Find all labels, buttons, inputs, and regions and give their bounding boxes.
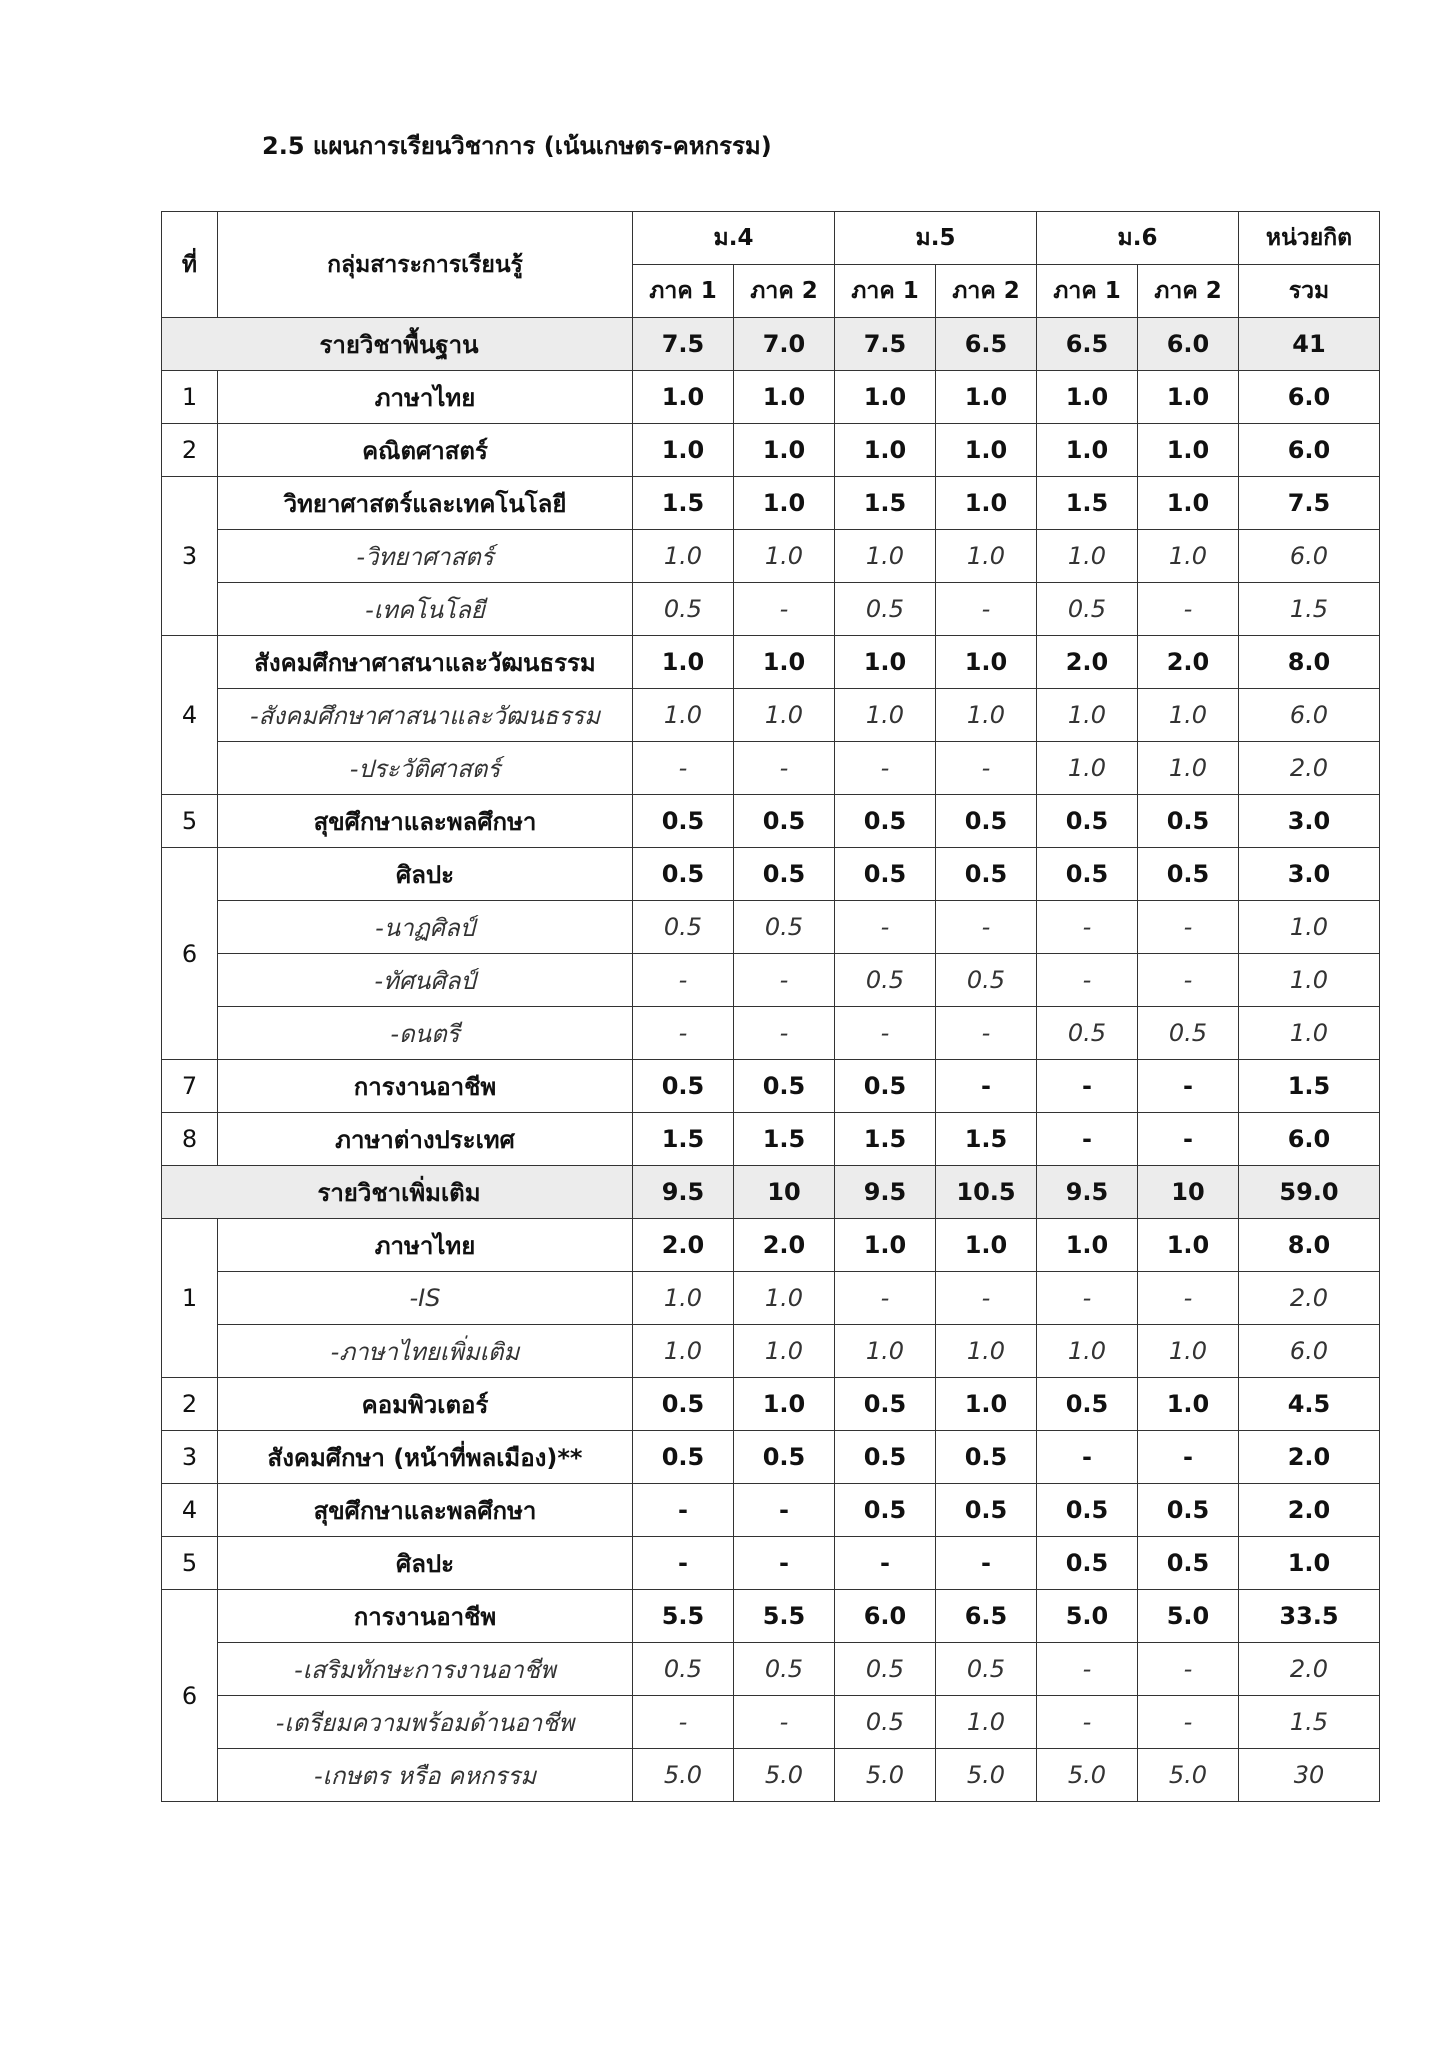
study-plan-table	[161, 211, 1380, 1802]
credit-cell: 6.5	[936, 1590, 1037, 1643]
credit-cell: 1.0	[734, 1272, 835, 1325]
table-row	[162, 1113, 1380, 1166]
item-number: 6	[162, 848, 218, 1060]
subject-name: สุขศึกษาและพลศึกษา	[218, 795, 633, 848]
credit-cell: 0.5	[1037, 1378, 1138, 1431]
credit-cell: -	[734, 742, 835, 795]
credit-cell: 0.5	[936, 954, 1037, 1007]
credit-cell: 0.5	[633, 583, 734, 636]
credit-cell: 1.5	[936, 1113, 1037, 1166]
section-name: รายวิชาพื้นฐาน	[162, 318, 633, 371]
item-number: 4	[162, 1484, 218, 1537]
credit-cell: -	[734, 1484, 835, 1537]
header-m6-term1: ภาค 1	[1037, 265, 1138, 318]
credit-cell: -	[936, 901, 1037, 954]
credit-cell: 1.0	[1037, 689, 1138, 742]
credit-cell: 5.0	[734, 1749, 835, 1802]
credit-cell: 6.0	[1239, 689, 1380, 742]
credit-cell: -	[936, 1060, 1037, 1113]
credit-cell: 0.5	[633, 1431, 734, 1484]
credit-cell: 1.0	[936, 636, 1037, 689]
credit-cell: 1.5	[835, 1113, 936, 1166]
credit-cell: 0.5	[1138, 848, 1239, 901]
credit-cell: 1.0	[1138, 477, 1239, 530]
credit-cell: 0.5	[936, 848, 1037, 901]
credit-cell: 8.0	[1239, 1219, 1380, 1272]
credit-cell: 1.0	[1037, 371, 1138, 424]
credit-cell: 5.0	[835, 1749, 936, 1802]
credit-cell: 0.5	[633, 795, 734, 848]
credit-cell: -	[1037, 1113, 1138, 1166]
credit-cell: 3.0	[1239, 848, 1380, 901]
credit-cell: 1.0	[835, 530, 936, 583]
sub-subject-name: -เตรียมความพร้อมด้านอาชีพ	[218, 1696, 633, 1749]
credit-cell: 59.0	[1239, 1166, 1380, 1219]
credit-cell: 1.0	[835, 1325, 936, 1378]
credit-cell: 1.0	[633, 371, 734, 424]
sub-subject-name: -นาฏศิลป์	[218, 901, 633, 954]
sub-row	[162, 1749, 1380, 1802]
credit-cell: 0.5	[633, 1378, 734, 1431]
item-number: 4	[162, 636, 218, 795]
credit-cell: 1.0	[1138, 530, 1239, 583]
table-row	[162, 371, 1380, 424]
subject-name: ภาษาไทย	[218, 1219, 633, 1272]
sub-subject-name: -เสริมทักษะการงานอาชีพ	[218, 1643, 633, 1696]
credit-cell: 1.0	[936, 1325, 1037, 1378]
credit-cell: -	[633, 1696, 734, 1749]
credit-cell: -	[835, 901, 936, 954]
table-row	[162, 424, 1380, 477]
credit-cell: 1.0	[633, 1272, 734, 1325]
credit-cell: -	[936, 742, 1037, 795]
credit-cell: 1.0	[633, 689, 734, 742]
credit-cell: -	[936, 1537, 1037, 1590]
credit-cell: 1.5	[633, 1113, 734, 1166]
sub-row	[162, 1696, 1380, 1749]
sub-row	[162, 1007, 1380, 1060]
table-row	[162, 1219, 1380, 1272]
credit-cell: 0.5	[1037, 583, 1138, 636]
credit-cell: 1.5	[734, 1113, 835, 1166]
table-row	[162, 1378, 1380, 1431]
credit-cell: 0.5	[633, 1060, 734, 1113]
credit-cell: 33.5	[1239, 1590, 1380, 1643]
table-row	[162, 848, 1380, 901]
credit-cell: 1.0	[1239, 1007, 1380, 1060]
item-number: 2	[162, 1378, 218, 1431]
credit-cell: -	[734, 1537, 835, 1590]
sub-row	[162, 530, 1380, 583]
credit-cell: 5.0	[936, 1749, 1037, 1802]
credit-cell: -	[1037, 1272, 1138, 1325]
credit-cell: -	[1138, 583, 1239, 636]
credit-cell: 1.0	[633, 636, 734, 689]
credit-cell: 1.0	[936, 1696, 1037, 1749]
sub-subject-name: -สังคมศึกษาศาสนาและวัฒนธรรม	[218, 689, 633, 742]
credit-cell: 0.5	[1138, 1007, 1239, 1060]
subject-name: ศิลปะ	[218, 848, 633, 901]
credit-cell: 1.0	[936, 1378, 1037, 1431]
credit-cell: 1.0	[1037, 1325, 1138, 1378]
credit-cell: 0.5	[835, 848, 936, 901]
credit-cell: 2.0	[1239, 1431, 1380, 1484]
credit-cell: 1.0	[1138, 742, 1239, 795]
credit-cell: -	[734, 1696, 835, 1749]
section-row	[162, 1166, 1380, 1219]
credit-cell: 1.0	[835, 371, 936, 424]
credit-cell: -	[1138, 954, 1239, 1007]
credit-cell: 1.0	[835, 424, 936, 477]
sub-subject-name: -เทคโนโลยี	[218, 583, 633, 636]
credit-cell: 2.0	[1239, 742, 1380, 795]
credit-cell: 0.5	[835, 795, 936, 848]
table-row	[162, 1060, 1380, 1113]
credit-cell: 30	[1239, 1749, 1380, 1802]
credit-cell: 0.5	[734, 848, 835, 901]
credit-cell: 1.5	[1239, 583, 1380, 636]
credit-cell: 8.0	[1239, 636, 1380, 689]
credit-cell: 1.0	[1138, 424, 1239, 477]
credit-cell: 1.0	[1138, 1378, 1239, 1431]
sub-subject-name: -IS	[218, 1272, 633, 1325]
header-m4: ม.4	[633, 212, 835, 265]
credit-cell: 9.5	[633, 1166, 734, 1219]
credit-cell: 1.0	[835, 1219, 936, 1272]
credit-cell: 1.0	[1138, 1219, 1239, 1272]
sub-subject-name: -ดนตรี	[218, 1007, 633, 1060]
credit-cell: 0.5	[1037, 1537, 1138, 1590]
credit-cell: -	[1037, 901, 1138, 954]
credit-cell: -	[835, 1007, 936, 1060]
credit-cell: 0.5	[1138, 1537, 1239, 1590]
credit-cell: 0.5	[936, 1484, 1037, 1537]
sub-row	[162, 742, 1380, 795]
credit-cell: 0.5	[1138, 795, 1239, 848]
subject-name: วิทยาศาสตร์และเทคโนโลยี	[218, 477, 633, 530]
credit-cell: 7.5	[633, 318, 734, 371]
credit-cell: 6.0	[835, 1590, 936, 1643]
credit-cell: 0.5	[633, 901, 734, 954]
credit-cell: 41	[1239, 318, 1380, 371]
credit-cell: 0.5	[936, 1431, 1037, 1484]
credit-cell: 1.0	[936, 689, 1037, 742]
credit-cell: 4.5	[1239, 1378, 1380, 1431]
credit-cell: -	[734, 954, 835, 1007]
credit-cell: 6.0	[1138, 318, 1239, 371]
sub-row	[162, 901, 1380, 954]
table-row	[162, 477, 1380, 530]
credit-cell: 1.0	[734, 424, 835, 477]
table-row	[162, 795, 1380, 848]
credit-cell: 0.5	[734, 795, 835, 848]
credit-cell: 1.0	[633, 1325, 734, 1378]
credit-cell: -	[1138, 1431, 1239, 1484]
credit-cell: 5.0	[1138, 1749, 1239, 1802]
credit-cell: 1.0	[1138, 689, 1239, 742]
credit-cell: 6.0	[1239, 1113, 1380, 1166]
credit-cell: 1.0	[936, 477, 1037, 530]
sub-row	[162, 583, 1380, 636]
credit-cell: -	[633, 954, 734, 1007]
subject-name: คอมพิวเตอร์	[218, 1378, 633, 1431]
header-no: ที่	[162, 212, 218, 318]
credit-cell: 6.0	[1239, 424, 1380, 477]
credit-cell: 9.5	[1037, 1166, 1138, 1219]
credit-cell: 7.5	[835, 318, 936, 371]
sub-subject-name: -ทัศนศิลป์	[218, 954, 633, 1007]
credit-cell: 0.5	[835, 1431, 936, 1484]
credit-cell: -	[1037, 1643, 1138, 1696]
credit-cell: 0.5	[633, 1643, 734, 1696]
credit-cell: 1.0	[1037, 424, 1138, 477]
credit-cell: 5.0	[633, 1749, 734, 1802]
item-number: 8	[162, 1113, 218, 1166]
item-number: 1	[162, 1219, 218, 1378]
sub-row	[162, 1643, 1380, 1696]
table-row	[162, 1537, 1380, 1590]
sub-subject-name: -ประวัติศาสตร์	[218, 742, 633, 795]
header-total-line2: รวม	[1239, 265, 1380, 318]
credit-cell: 0.5	[936, 795, 1037, 848]
credit-cell: 2.0	[1239, 1643, 1380, 1696]
header-m6: ม.6	[1037, 212, 1239, 265]
credit-cell: 1.0	[633, 424, 734, 477]
credit-cell: 1.0	[1138, 1325, 1239, 1378]
credit-cell: -	[1138, 1272, 1239, 1325]
credit-cell: -	[633, 742, 734, 795]
header-m5-term1: ภาค 1	[835, 265, 936, 318]
credit-cell: 0.5	[1037, 795, 1138, 848]
credit-cell: 0.5	[835, 583, 936, 636]
sub-subject-name: -ภาษาไทยเพิ่มเติม	[218, 1325, 633, 1378]
credit-cell: 3.0	[1239, 795, 1380, 848]
header-m5: ม.5	[835, 212, 1037, 265]
credit-cell: -	[936, 583, 1037, 636]
credit-cell: 1.0	[734, 636, 835, 689]
credit-cell: 1.0	[734, 477, 835, 530]
credit-cell: 5.5	[633, 1590, 734, 1643]
subject-name: สุขศึกษาและพลศึกษา	[218, 1484, 633, 1537]
subject-name: คณิตศาสตร์	[218, 424, 633, 477]
credit-cell: 1.0	[1138, 371, 1239, 424]
item-number: 5	[162, 795, 218, 848]
credit-cell: -	[734, 1007, 835, 1060]
credit-cell: 0.5	[1037, 848, 1138, 901]
sub-subject-name: -วิทยาศาสตร์	[218, 530, 633, 583]
credit-cell: 0.5	[734, 1643, 835, 1696]
credit-cell: -	[1037, 1696, 1138, 1749]
credit-cell: 7.0	[734, 318, 835, 371]
subject-name: ภาษาต่างประเทศ	[218, 1113, 633, 1166]
credit-cell: 2.0	[633, 1219, 734, 1272]
sub-row	[162, 689, 1380, 742]
credit-cell: 6.5	[936, 318, 1037, 371]
credit-cell: 1.0	[936, 1219, 1037, 1272]
credit-cell: 1.0	[1239, 954, 1380, 1007]
credit-cell: 6.0	[1239, 371, 1380, 424]
subject-name: การงานอาชีพ	[218, 1590, 633, 1643]
section-name: รายวิชาเพิ่มเติม	[162, 1166, 633, 1219]
header-subject-group: กลุ่มสาระการเรียนรู้	[218, 212, 633, 318]
subject-name: สังคมศึกษา (หน้าที่พลเมือง)**	[218, 1431, 633, 1484]
table-row	[162, 636, 1380, 689]
credit-cell: 0.5	[734, 901, 835, 954]
item-number: 3	[162, 1431, 218, 1484]
item-number: 1	[162, 371, 218, 424]
credit-cell: 6.0	[1239, 1325, 1380, 1378]
credit-cell: 0.5	[835, 1060, 936, 1113]
credit-cell: 6.0	[1239, 530, 1380, 583]
credit-cell: 0.5	[1037, 1007, 1138, 1060]
credit-cell: 0.5	[835, 1643, 936, 1696]
credit-cell: 2.0	[734, 1219, 835, 1272]
credit-cell: -	[835, 1272, 936, 1325]
table-row	[162, 1484, 1380, 1537]
credit-cell: 1.0	[1037, 1219, 1138, 1272]
credit-cell: 1.5	[1239, 1696, 1380, 1749]
credit-cell: 1.5	[1037, 477, 1138, 530]
credit-cell: -	[1138, 901, 1239, 954]
table-row	[162, 1431, 1380, 1484]
credit-cell: 5.0	[1037, 1749, 1138, 1802]
item-number: 7	[162, 1060, 218, 1113]
credit-cell: 1.0	[734, 371, 835, 424]
credit-cell: -	[1037, 1431, 1138, 1484]
credit-cell: 1.0	[936, 530, 1037, 583]
credit-cell: 0.5	[1138, 1484, 1239, 1537]
credit-cell: 0.5	[936, 1643, 1037, 1696]
credit-cell: 1.0	[936, 424, 1037, 477]
credit-cell: 1.0	[1037, 742, 1138, 795]
credit-cell: 5.0	[1037, 1590, 1138, 1643]
credit-cell: 1.5	[633, 477, 734, 530]
header-m5-term2: ภาค 2	[936, 265, 1037, 318]
credit-cell: 1.0	[734, 689, 835, 742]
credit-cell: 6.5	[1037, 318, 1138, 371]
credit-cell: 7.5	[1239, 477, 1380, 530]
credit-cell: -	[835, 742, 936, 795]
credit-cell: 1.0	[1239, 901, 1380, 954]
credit-cell: 1.0	[734, 1325, 835, 1378]
credit-cell: 5.0	[1138, 1590, 1239, 1643]
credit-cell: -	[1037, 1060, 1138, 1113]
document-title: 2.5 แผนการเรียนวิชาการ (เน้นเกษตร-คหกรรม)	[262, 132, 772, 160]
subject-name: การงานอาชีพ	[218, 1060, 633, 1113]
sub-row	[162, 1325, 1380, 1378]
credit-cell: 5.5	[734, 1590, 835, 1643]
header-m4-term2: ภาค 2	[734, 265, 835, 318]
header-m6-term2: ภาค 2	[1138, 265, 1239, 318]
credit-cell: 1.0	[936, 371, 1037, 424]
subject-name: ภาษาไทย	[218, 371, 633, 424]
credit-cell: 2.0	[1239, 1484, 1380, 1537]
credit-cell: 2.0	[1037, 636, 1138, 689]
sub-row	[162, 954, 1380, 1007]
section-row	[162, 318, 1380, 371]
credit-cell: -	[633, 1484, 734, 1537]
credit-cell: 1.0	[734, 530, 835, 583]
credit-cell: -	[1138, 1696, 1239, 1749]
credit-cell: 1.0	[835, 689, 936, 742]
credit-cell: 1.0	[1037, 530, 1138, 583]
credit-cell: 1.5	[1239, 1060, 1380, 1113]
item-number: 3	[162, 477, 218, 636]
credit-cell: 1.5	[835, 477, 936, 530]
credit-cell: 2.0	[1239, 1272, 1380, 1325]
header-total-credits: หน่วยกิต	[1239, 212, 1380, 265]
credit-cell: 2.0	[1138, 636, 1239, 689]
credit-cell: 1.0	[835, 636, 936, 689]
header-m4-term1: ภาค 1	[633, 265, 734, 318]
item-number: 6	[162, 1590, 218, 1802]
credit-cell: -	[936, 1272, 1037, 1325]
credit-cell: 0.5	[734, 1060, 835, 1113]
credit-cell: 10	[1138, 1166, 1239, 1219]
credit-cell: -	[633, 1537, 734, 1590]
credit-cell: -	[734, 583, 835, 636]
credit-cell: -	[633, 1007, 734, 1060]
credit-cell: -	[936, 1007, 1037, 1060]
credit-cell: 0.5	[633, 848, 734, 901]
sub-subject-name: -เกษตร หรือ คหกรรม	[218, 1749, 633, 1802]
credit-cell: 0.5	[835, 954, 936, 1007]
credit-cell: -	[1138, 1643, 1239, 1696]
credit-cell: 1.0	[633, 530, 734, 583]
credit-cell: 1.0	[734, 1378, 835, 1431]
credit-cell: -	[1138, 1060, 1239, 1113]
credit-cell: 0.5	[835, 1484, 936, 1537]
subject-name: ศิลปะ	[218, 1537, 633, 1590]
credit-cell: -	[1037, 954, 1138, 1007]
credit-cell: 0.5	[835, 1696, 936, 1749]
credit-cell: 9.5	[835, 1166, 936, 1219]
credit-cell: 0.5	[835, 1378, 936, 1431]
credit-cell: 10.5	[936, 1166, 1037, 1219]
table-row	[162, 1590, 1380, 1643]
item-number: 2	[162, 424, 218, 477]
subject-name: สังคมศึกษาศาสนาและวัฒนธรรม	[218, 636, 633, 689]
credit-cell: 0.5	[1037, 1484, 1138, 1537]
credit-cell: 10	[734, 1166, 835, 1219]
sub-row	[162, 1272, 1380, 1325]
credit-cell: -	[1138, 1113, 1239, 1166]
credit-cell: 0.5	[734, 1431, 835, 1484]
item-number: 5	[162, 1537, 218, 1590]
credit-cell: 1.0	[1239, 1537, 1380, 1590]
credit-cell: -	[835, 1537, 936, 1590]
